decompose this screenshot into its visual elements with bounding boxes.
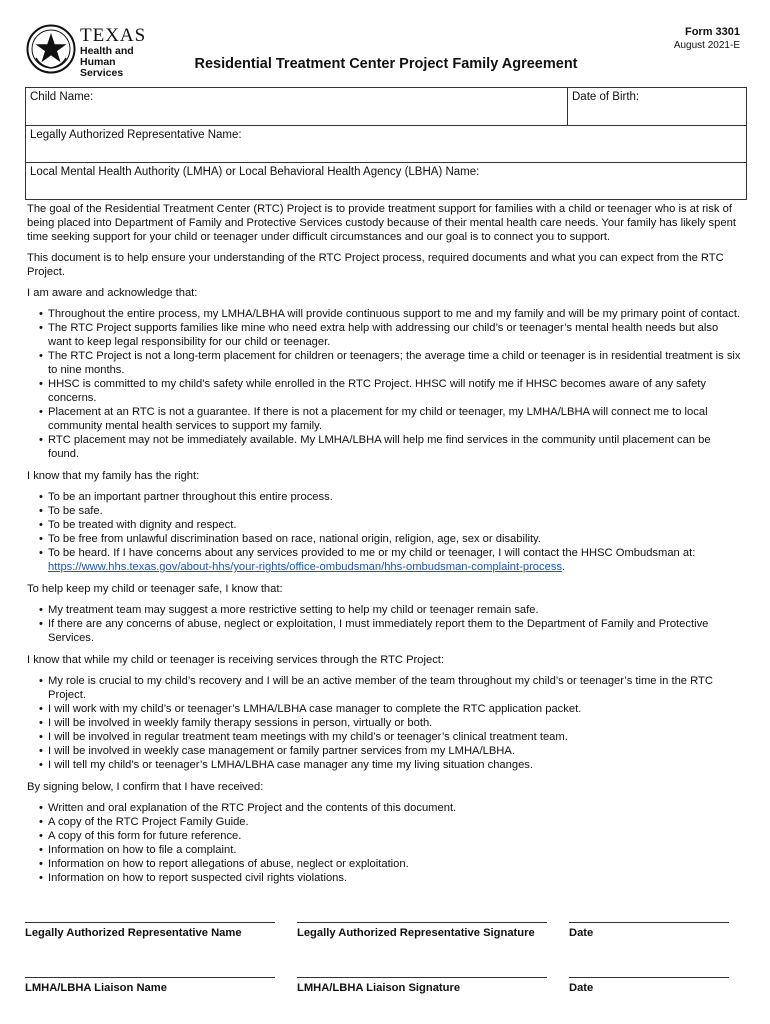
list-item: • If there are any concerns of abuse, neglect or exploitation, I must immediately report them to the Department of Family and Protective Services. bbox=[27, 617, 743, 645]
lar-signature-label: Legally Authorized Representative Signature bbox=[297, 927, 535, 939]
list-item: • Throughout the entire process, my LMHA/LBHA will provide continuous support to me and my family and will be my primary point of contact. bbox=[27, 307, 743, 321]
page-title-text: Residential Treatment Center Project Family Agreement bbox=[194, 56, 578, 72]
liaison-name-label: LMHA/LBHA Liaison Name bbox=[25, 982, 167, 994]
list-item: • My treatment team may suggest a more restrictive setting to help my child or teenager remain safe. bbox=[27, 603, 743, 617]
liaison-signature-label: LMHA/LBHA Liaison Signature bbox=[297, 982, 461, 994]
services-heading: I know that while my child or teenager is receiving services through the RTC Project: bbox=[27, 654, 445, 666]
aware-heading: I am aware and acknowledge that: bbox=[27, 287, 198, 299]
child-name-label: Child Name: bbox=[30, 91, 94, 103]
list-item: • RTC placement may not be immediately available. My LMHA/LBHA will help me find services in the community until placement can be found. bbox=[27, 433, 743, 461]
list-item: • To be safe. bbox=[27, 504, 743, 518]
heard-text: To be heard. If I have concerns about any services provided to me or my child or teenager, I will contact the HHSC Ombudsman at: bbox=[48, 547, 696, 559]
date-field-1[interactable] bbox=[569, 922, 729, 939]
safe-list bbox=[27, 603, 743, 645]
rights-heading: I know that my family has the right: bbox=[27, 470, 200, 482]
liaison-signature-field[interactable] bbox=[297, 977, 547, 994]
list-item: • A copy of the RTC Project Family Guide. bbox=[27, 815, 743, 829]
list-item: • Information on how to report allegations of abuse, neglect or exploitation. bbox=[27, 857, 743, 871]
aware-list bbox=[27, 307, 743, 461]
lar-name-signature-field[interactable] bbox=[25, 922, 275, 939]
child-name-field[interactable] bbox=[26, 88, 568, 125]
received-heading: By signing below, I confirm that I have received: bbox=[27, 781, 264, 793]
list-item: • HHSC is committed to my child’s safety while enrolled in the RTC Project. HHSC will notify me if HHSC becomes aware of any safety concerns. bbox=[27, 377, 743, 405]
list-item: • Placement at an RTC is not a guarantee. If there is not a placement for my child or teenager, my LMHA/LBHA will connect me to local community mental health services to support my family. bbox=[27, 405, 743, 433]
date-of-birth-field[interactable] bbox=[568, 88, 746, 125]
lmha-name-label: Local Mental Health Authority (LMHA) or Local Behavioral Health Agency (LBHA) Name: bbox=[30, 166, 480, 178]
form-identifier bbox=[674, 26, 740, 52]
list-item: • A copy of this form for future reference. bbox=[27, 829, 743, 843]
list-item: • I will be involved in regular treatment team meetings with my child’s or teenager’s clinical treatment team. bbox=[27, 730, 743, 744]
lar-name-field[interactable] bbox=[25, 125, 747, 162]
date-of-birth-label: Date of Birth: bbox=[572, 91, 640, 103]
logo-texas-text: TEXAS bbox=[80, 25, 147, 46]
list-item: • I will work with my child’s or teenager’s LMHA/LBHA case manager to complete the RTC application packet. bbox=[27, 702, 743, 716]
list-item: • My role is crucial to my child’s recovery and I will be an active member of the team throughout my child’s or teenager’s time in the RTC Project. bbox=[27, 674, 743, 702]
list-item: • The RTC Project supports families like mine who need extra help with addressing our child’s or teenager’s mental health needs but also want to keep legal responsibility for our child or teenager. bbox=[27, 321, 743, 349]
list-item: • Written and oral explanation of the RTC Project and the contents of this document. bbox=[27, 801, 743, 815]
list-item: • I will be involved in weekly case management or family partner services from my LMHA/LBHA. bbox=[27, 744, 743, 758]
list-item-heard: • To be heard. If I have concerns about any services provided to me or my child or teenager, I will contact the HHSC Ombudsman at: https://www.hhs.texas.gov/about-hhs/your-rights/office-ombudsman/hhs-ombudsman-complaint-process. bbox=[27, 546, 743, 574]
list-item: • To be an important partner throughout this entire process. bbox=[27, 490, 743, 504]
date-field-2[interactable] bbox=[569, 977, 729, 994]
logo-hhs-line2: Services bbox=[80, 67, 124, 79]
logo-hhs-line1: Health and Human bbox=[80, 45, 134, 68]
lar-name-sig-label: Legally Authorized Representative Name bbox=[25, 927, 242, 939]
field-row-child bbox=[25, 87, 747, 125]
agreement-body bbox=[27, 202, 743, 893]
form-number: Form 3301 bbox=[684, 26, 740, 38]
page-title bbox=[0, 56, 770, 72]
list-item: • Information on how to report suspected civil rights violations. bbox=[27, 871, 743, 885]
form-date: August 2021-E bbox=[673, 40, 740, 51]
list-item: • To be free from unlawful discrimination based on race, national origin, religion, age, sex or disability. bbox=[27, 532, 743, 546]
list-item: • The RTC Project is not a long-term placement for children or teenagers; the average time a child or teenager is in residential treatment is six to nine months. bbox=[27, 349, 743, 377]
intro-paragraph-2: This document is to help ensure your understanding of the RTC Project process, required documents and what you can expect from the RTC Project. bbox=[27, 252, 724, 278]
rights-list bbox=[27, 490, 743, 574]
list-item: • To be treated with dignity and respect. bbox=[27, 518, 743, 532]
list-item: • Information on how to file a complaint. bbox=[27, 843, 743, 857]
intro-paragraph: The goal of the Residential Treatment Center (RTC) Project is to provide treatment support for families with a child or teenager who is at risk of being placed into Department of Family and Protective Services custody because of their mental health care needs. Your family has likely spent time seeking support for your child or teenager under difficult circumstances and our goal is to connect you to support. bbox=[27, 203, 736, 243]
list-item: • I will be involved in weekly family therapy sessions in person, virtually or both. bbox=[27, 716, 743, 730]
info-fields-table bbox=[25, 87, 747, 200]
date-label-1: Date bbox=[569, 927, 594, 939]
lmha-name-field[interactable] bbox=[25, 162, 747, 200]
safe-heading: To help keep my child or teenager safe, I know that: bbox=[27, 583, 283, 595]
lar-name-label: Legally Authorized Representative Name: bbox=[30, 129, 242, 141]
received-list bbox=[27, 801, 743, 885]
services-list bbox=[27, 674, 743, 772]
lar-signature-field[interactable] bbox=[297, 922, 547, 939]
ombudsman-link[interactable]: https://www.hhs.texas.gov/about-hhs/your-rights/office-ombudsman/hhs-ombudsman-complaint-process bbox=[48, 561, 563, 573]
list-item: • I will tell my child’s or teenager’s LMHA/LBHA case manager any time my living situation changes. bbox=[27, 758, 743, 772]
date-label-2: Date bbox=[569, 982, 594, 994]
liaison-name-field[interactable] bbox=[25, 977, 275, 994]
